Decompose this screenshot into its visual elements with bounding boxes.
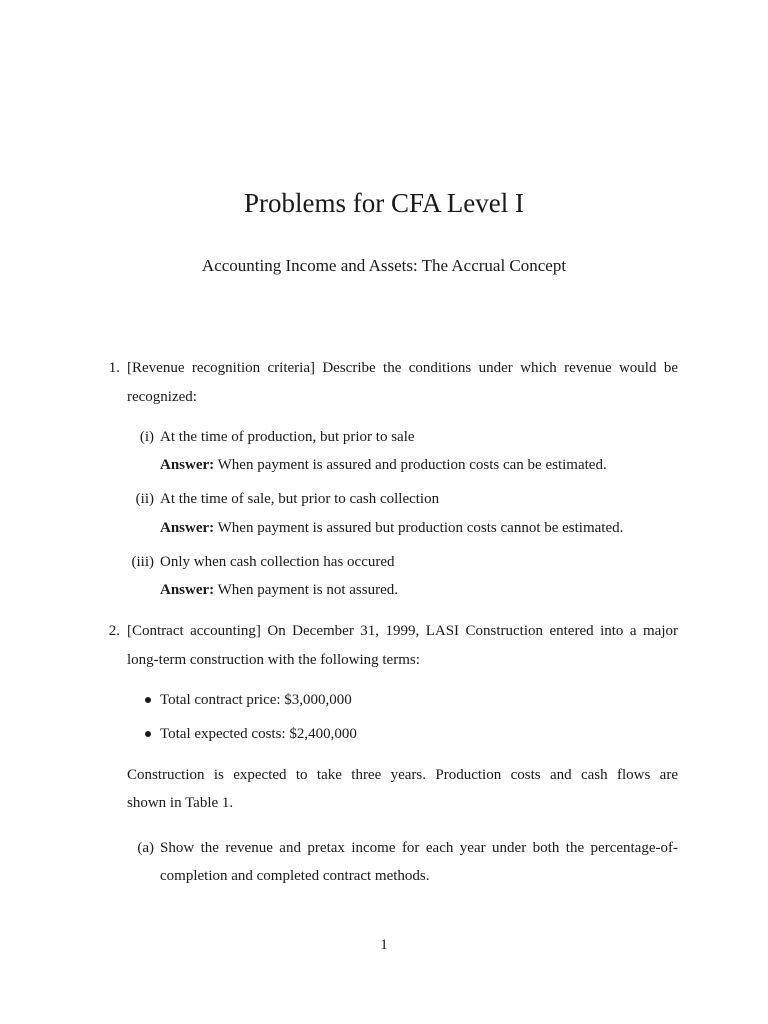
document-title: Problems for CFA Level I (244, 188, 524, 218)
problem-1-item-3-marker: (iii) (131, 554, 154, 570)
answer-label: Answer: (160, 457, 215, 473)
bullet-icon (145, 697, 151, 703)
answer-label: Answer: (160, 582, 215, 598)
answer-text: When payment is assured but production costs cannot be estimated. (217, 520, 624, 536)
page-number: 1 (380, 937, 388, 953)
problem-2-bullet-2: Total expected costs: $2,400,000 (160, 726, 357, 742)
problem-1-number: 1. (108, 360, 120, 376)
document-subtitle: Accounting Income and Assets: The Accrual Concept (201, 256, 567, 275)
problem-2-sub-a-marker: (a) (137, 840, 154, 856)
problem-1-line-1: [Revenue recognition criteria] Describe the conditions under which revenue would be (127, 360, 678, 376)
problem-2-bullet-1: Total contract price: $3,000,000 (160, 692, 352, 708)
problem-2-number: 2. (108, 623, 120, 639)
problem-1-item-1-answer (160, 455, 607, 475)
answer-text: When payment is not assured. (217, 582, 399, 598)
problem-2-paragraph-line-2: shown in Table 1. (127, 795, 234, 811)
problem-1-line-2: recognized: (127, 389, 197, 405)
problem-1-item-1-text: At the time of production, but prior to sale (160, 429, 415, 445)
problem-1-item-3-text: Only when cash collection has occured (160, 554, 395, 570)
problem-2-paragraph-line-1: Construction is expected to take three years. Production costs and cash flows are (127, 767, 678, 783)
problem-2-sub-a-line-2: completion and completed contract methods. (160, 868, 430, 884)
answer-label: Answer: (160, 520, 215, 536)
problem-2-line-1: [Contract accounting] On December 31, 1999, LASI Construction entered into a major (127, 623, 678, 639)
problem-1-item-1-marker: (i) (139, 429, 154, 445)
problem-2-sub-a-line-1: Show the revenue and pretax income for each year under both the percentage-of- (160, 840, 678, 856)
problem-1-item-2-answer (160, 518, 623, 538)
problem-1-item-2-marker: (ii) (135, 491, 154, 507)
problem-2-line-2: long-term construction with the following terms: (127, 652, 420, 668)
problem-1-item-3-answer (160, 580, 398, 600)
problem-1-item-2-text: At the time of sale, but prior to cash collection (160, 491, 440, 507)
answer-text: When payment is assured and production costs can be estimated. (217, 457, 607, 473)
bullet-icon (145, 731, 151, 737)
